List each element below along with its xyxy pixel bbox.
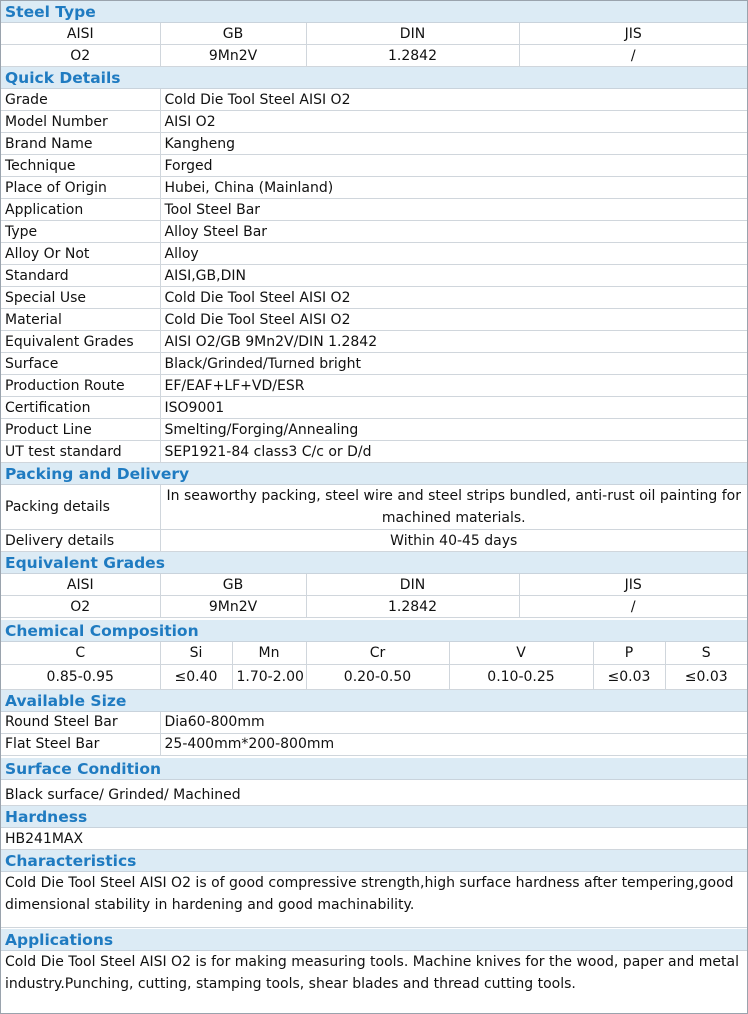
table-row (1, 89, 747, 111)
detail-label: Production Route (1, 375, 160, 397)
value-gb: 9Mn2V (160, 45, 306, 67)
header-jis: JIS (519, 23, 747, 45)
table-row (1, 309, 747, 331)
detail-label: Brand Name (1, 133, 160, 155)
characteristics-text: Cold Die Tool Steel AISI O2 is of good compressive strength,high surface hardness after tempering,good dimensional stability in hardening and good machinability. (1, 872, 747, 928)
detail-value: Cold Die Tool Steel AISI O2 (160, 287, 747, 309)
delivery-details-label: Delivery details (1, 530, 160, 552)
table-row (1, 375, 747, 397)
surface-condition-text: Black surface/ Grinded/ Machined (1, 780, 747, 806)
value-jis: / (519, 45, 747, 67)
applications-text: Cold Die Tool Steel AISI O2 is for making measuring tools. Machine knives for the wood, paper and metal industry.Punching, cutting, stamping tools, shear blades and thread cutting tools. (5, 953, 739, 992)
detail-label: Product Line (1, 419, 160, 441)
detail-label: Application (1, 199, 160, 221)
detail-label: Technique (1, 155, 160, 177)
value-aisi: O2 (1, 45, 160, 67)
detail-value: Forged (160, 155, 747, 177)
size-round-value: Dia60-800mm (160, 712, 747, 734)
table-row (1, 574, 747, 596)
available-size-table (1, 712, 747, 756)
detail-label: Grade (1, 89, 160, 111)
section-available-size: Available Size (1, 690, 747, 712)
chem-header-c: C (1, 642, 160, 664)
detail-value: Alloy Steel Bar (160, 221, 747, 243)
detail-label: Material (1, 309, 160, 331)
detail-value: AISI O2 (160, 111, 747, 133)
detail-label: Special Use (1, 287, 160, 309)
detail-value: Black/Grinded/Turned bright (160, 353, 747, 375)
detail-label: Standard (1, 265, 160, 287)
table-row (1, 530, 747, 552)
table-row (1, 111, 747, 133)
size-flat-value: 25-400mm*200-800mm (160, 733, 747, 755)
hardness-text: HB241MAX (1, 828, 747, 850)
table-row (1, 596, 747, 618)
section-packing-delivery: Packing and Delivery (1, 463, 747, 485)
table-row (1, 155, 747, 177)
table-row (1, 733, 747, 755)
table-row (1, 712, 747, 734)
table-row (1, 642, 747, 664)
chem-header-v: V (449, 642, 593, 664)
value-din: 1.2842 (306, 45, 519, 67)
detail-value: AISI O2/GB 9Mn2V/DIN 1.2842 (160, 331, 747, 353)
table-row (1, 265, 747, 287)
size-round-label: Round Steel Bar (1, 712, 160, 734)
table-row (1, 331, 747, 353)
eq-header-gb: GB (160, 574, 306, 596)
table-row (1, 177, 747, 199)
header-aisi: AISI (1, 23, 160, 45)
chem-header-p: P (593, 642, 665, 664)
chem-value-v: 0.10-0.25 (449, 664, 593, 689)
packing-table (1, 485, 747, 552)
chem-header-si: Si (160, 642, 232, 664)
detail-value: Tool Steel Bar (160, 199, 747, 221)
chem-value-c: 0.85-0.95 (1, 664, 160, 689)
section-quick-details: Quick Details (1, 67, 747, 89)
section-steel-type: Steel Type (1, 1, 747, 23)
steel-type-table (1, 23, 747, 67)
table-row (1, 441, 747, 463)
table-row (1, 45, 747, 67)
table-row (1, 221, 747, 243)
detail-label: Type (1, 221, 160, 243)
section-surface-condition: Surface Condition (1, 758, 747, 780)
detail-value: Kangheng (160, 133, 747, 155)
chem-value-mn: 1.70-2.00 (232, 664, 306, 689)
detail-value: AISI,GB,DIN (160, 265, 747, 287)
table-row (1, 419, 747, 441)
detail-label: Surface (1, 353, 160, 375)
section-applications: Applications (1, 929, 747, 951)
detail-label: UT test standard (1, 441, 160, 463)
table-row (1, 664, 747, 689)
detail-value: SEP1921-84 class3 C/c or D/d (160, 441, 747, 463)
packing-details-label: Packing details (1, 485, 160, 530)
chemical-table (1, 642, 747, 690)
table-row (1, 287, 747, 309)
size-flat-label: Flat Steel Bar (1, 733, 160, 755)
chem-value-p: ≤0.03 (593, 664, 665, 689)
detail-label: Certification (1, 397, 160, 419)
eq-value-aisi: O2 (1, 596, 160, 618)
quick-details-table (1, 89, 747, 463)
detail-label: Equivalent Grades (1, 331, 160, 353)
chem-header-cr: Cr (306, 642, 449, 664)
section-equivalent-grades: Equivalent Grades (1, 552, 747, 574)
section-characteristics: Characteristics (1, 850, 747, 872)
table-row (1, 485, 747, 530)
detail-value: Smelting/Forging/Annealing (160, 419, 747, 441)
detail-value: Cold Die Tool Steel AISI O2 (160, 309, 747, 331)
detail-value: Cold Die Tool Steel AISI O2 (160, 89, 747, 111)
chem-header-mn: Mn (232, 642, 306, 664)
eq-value-jis: / (519, 596, 747, 618)
detail-label: Alloy Or Not (1, 243, 160, 265)
delivery-details-value: Within 40-45 days (160, 530, 747, 552)
detail-value: ISO9001 (160, 397, 747, 419)
chem-value-cr: 0.20-0.50 (306, 664, 449, 689)
chem-value-si: ≤0.40 (160, 664, 232, 689)
header-gb: GB (160, 23, 306, 45)
eq-value-din: 1.2842 (306, 596, 519, 618)
eq-header-din: DIN (306, 574, 519, 596)
table-row (1, 243, 747, 265)
detail-value: Hubei, China (Mainland) (160, 177, 747, 199)
packing-details-value: In seaworthy packing, steel wire and steel strips bundled, anti-rust oil painting for machined materials. (160, 485, 747, 530)
eq-header-aisi: AISI (1, 574, 160, 596)
table-row (1, 353, 747, 375)
header-din: DIN (306, 23, 519, 45)
table-row (1, 133, 747, 155)
detail-label: Place of Origin (1, 177, 160, 199)
eq-value-gb: 9Mn2V (160, 596, 306, 618)
detail-value: EF/EAF+LF+VD/ESR (160, 375, 747, 397)
table-row (1, 199, 747, 221)
detail-value: Alloy (160, 243, 747, 265)
equivalent-grades-table (1, 574, 747, 618)
section-chemical-composition: Chemical Composition (1, 620, 747, 642)
table-row (1, 23, 747, 45)
chem-value-s: ≤0.03 (665, 664, 747, 689)
table-row (1, 397, 747, 419)
eq-header-jis: JIS (519, 574, 747, 596)
detail-label: Model Number (1, 111, 160, 133)
chem-header-s: S (665, 642, 747, 664)
section-hardness: Hardness (1, 806, 747, 828)
